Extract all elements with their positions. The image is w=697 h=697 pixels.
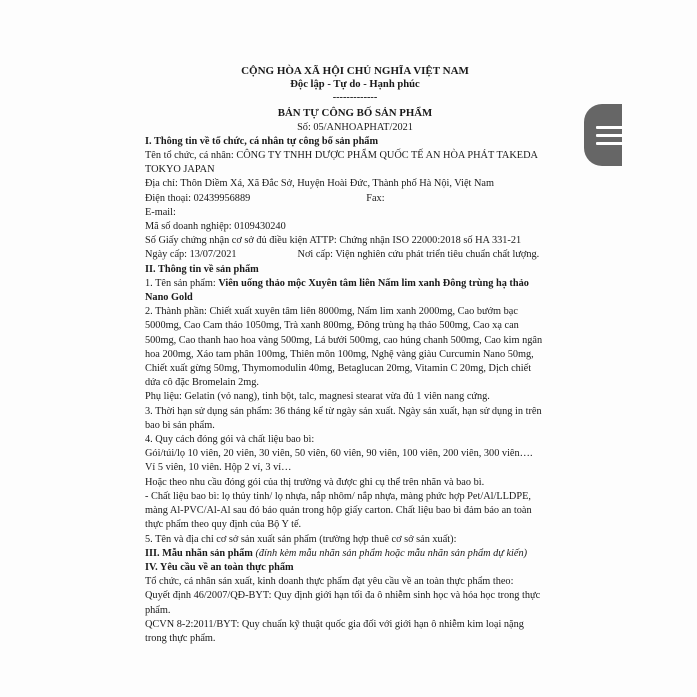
hamburger-menu-icon <box>596 134 624 137</box>
packaging-line: - Chất liệu bao bì: lọ thủy tinh/ lọ nhựa, nắp nhôm/ nắp nhựa, màng phức hợp Pet/Al/LLDPE, <box>145 490 531 502</box>
ingredients-line: Chiết xuất gừng 50mg, Thymomodulin 40mg, Betaglucan 20mg, Vitamin C 20mg, Dịch chiết <box>145 363 532 375</box>
document-body <box>145 64 565 646</box>
document-number: Số: 05/ANHOAPHAT/2021 <box>297 121 413 133</box>
shelf-life-line: bao bì sản phẩm. <box>145 419 215 431</box>
dashes-divider: ------------- <box>332 92 378 104</box>
org-fax: Fax: <box>366 192 385 204</box>
product-name-row <box>145 277 565 291</box>
section3-heading: III. Mẫu nhãn sản phẩm <box>145 547 253 559</box>
hamburger-menu-icon <box>596 126 624 129</box>
product-name-cont: Nano Gold <box>145 292 193 304</box>
section3-row <box>145 547 565 561</box>
issue-row <box>145 248 565 262</box>
manufacturer-info: 5. Tên và địa chỉ cơ sở sản xuất sản phẩm (trường hợp thuê cơ sở sản xuất): <box>145 533 457 545</box>
hamburger-menu-button[interactable] <box>584 104 622 166</box>
document-title: BẢN TỰ CÔNG BỐ SẢN PHẨM <box>277 107 433 120</box>
safety-line: QCVN 8-2:2011/BYT: Quy chuẩn kỹ thuật quốc gia đối với giới hạn ô nhiễm kim loại nặng <box>145 618 524 630</box>
packaging-line: thực phẩm theo quy định của Bộ Y tế. <box>145 519 302 531</box>
section3-note: (đính kèm mẫu nhãn sản phẩm hoặc mẫu nhãn sản phẩm dự kiến) <box>252 547 528 559</box>
issue-date: Ngày cấp: 13/07/2021 <box>145 249 237 261</box>
republic-title: CỘNG HÒA XÃ HỘI CHỦ NGHĨA VIỆT NAM <box>241 65 469 77</box>
ingredients-line: hoa 200mg, Xáo tam phân 100mg, Thiên môn 100mg, Nghệ vàng giàu Curcumin Nano 50mg, <box>145 348 534 360</box>
safety-line: phẩm. <box>145 604 171 616</box>
org-email: E-mail: <box>145 206 176 218</box>
safety-line: Tổ chức, cá nhân sản xuất, kinh doanh thực phẩm đạt yêu cầu về an toàn thực phẩm theo: <box>145 576 514 588</box>
section1-heading: I. Thông tin về tổ chức, cá nhân tự công bố sản phẩm <box>145 135 379 147</box>
org-tax-number: Mã số doanh nghiệp: 0109430240 <box>145 221 286 233</box>
phone-fax-row <box>145 192 565 206</box>
org-address: Địa chỉ: Thôn Diềm Xá, Xã Đắc Sở, Huyện Hoài Đức, Thành phố Hà Nội, Việt Nam <box>145 178 494 190</box>
atp-certificate: Số Giấy chứng nhận cơ sở đủ điều kiện ATTP: Chứng nhận ISO 22000:2018 số HA 331-21 <box>145 235 522 247</box>
product-name-label: 1. Tên sản phẩm: <box>145 277 219 289</box>
section2-heading: II. Thông tin về sản phẩm <box>145 263 259 275</box>
ingredients-line: 500mg, Cao thanh hao hoa vàng 500mg, Lá bưởi 500mg, cao húng chanh 500mg, Cao kim ngân <box>145 334 543 346</box>
safety-line: Quyết định 46/2007/QĐ-BYT: Quy định giới hạn tối đa ô nhiễm sinh học và hóa học trong thực <box>145 590 541 602</box>
ingredients-line: dứa cô đặc Bromelain 2mg. <box>145 377 259 389</box>
safety-line: trong thực phẩm. <box>145 632 216 644</box>
packaging-line: 4. Quy cách đóng gói và chất liệu bao bì: <box>145 434 315 446</box>
issue-place: Nơi cấp: Viện nghiên cứu phát triển tiêu chuẩn chất lượng. <box>297 249 540 261</box>
packaging-line: màng Al-PVC/Al-Al sau đó bảo quản trong hộp giấy carton. Chất liệu bao bì đảm bảo an toàn <box>145 505 532 517</box>
motto: Độc lập - Tự do - Hạnh phúc <box>290 79 420 91</box>
org-name-line2: TOKYO JAPAN <box>145 164 215 176</box>
hamburger-menu-icon <box>596 142 624 145</box>
shelf-life-line: 3. Thời hạn sử dụng sản phẩm: 36 tháng kể từ ngày sản xuất. Ngày sản xuất, hạn sử dụng in trên <box>145 405 542 417</box>
section4-heading: IV. Yêu cầu về an toàn thực phẩm <box>145 561 294 573</box>
excipients: Phụ liệu: Gelatin (vỏ nang), tinh bột, talc, magnesi stearat vừa đủ 1 viên nang cứng. <box>145 391 490 403</box>
org-phone: Điện thoại: 02439956889 <box>145 192 251 204</box>
packaging-line: Gói/túi/lọ 10 viên, 20 viên, 30 viên, 50 viên, 60 viên, 90 viên, 100 viên, 200 viên, 300 viên…. <box>145 448 533 460</box>
ingredients-line: 5000mg, Cao Cam thảo 1050mg, Trà xanh 800mg, Đông trùng hạ thảo 500mg, Cao xạ can <box>145 320 519 332</box>
packaging-line: Hoặc theo nhu cầu đóng gói của thị trường và được ghi cụ thể trên nhãn và bao bì. <box>145 476 485 488</box>
product-name: Viên uống thảo mộc Xuyên tâm liên Nấm lim xanh Đông trùng hạ thảo <box>218 277 529 289</box>
ingredients-line: 2. Thành phần: Chiết xuất xuyên tâm liên 8000mg, Nấm lim xanh 2000mg, Cao bướm bạc <box>145 306 518 318</box>
org-name-line1: Tên tổ chức, cá nhân: CÔNG TY TNHH DƯỢC PHẨM QUỐC TẾ AN HÒA PHÁT TAKEDA <box>145 150 538 162</box>
packaging-line: Vỉ 5 viên, 10 viên. Hộp 2 vỉ, 3 vỉ… <box>145 462 292 474</box>
